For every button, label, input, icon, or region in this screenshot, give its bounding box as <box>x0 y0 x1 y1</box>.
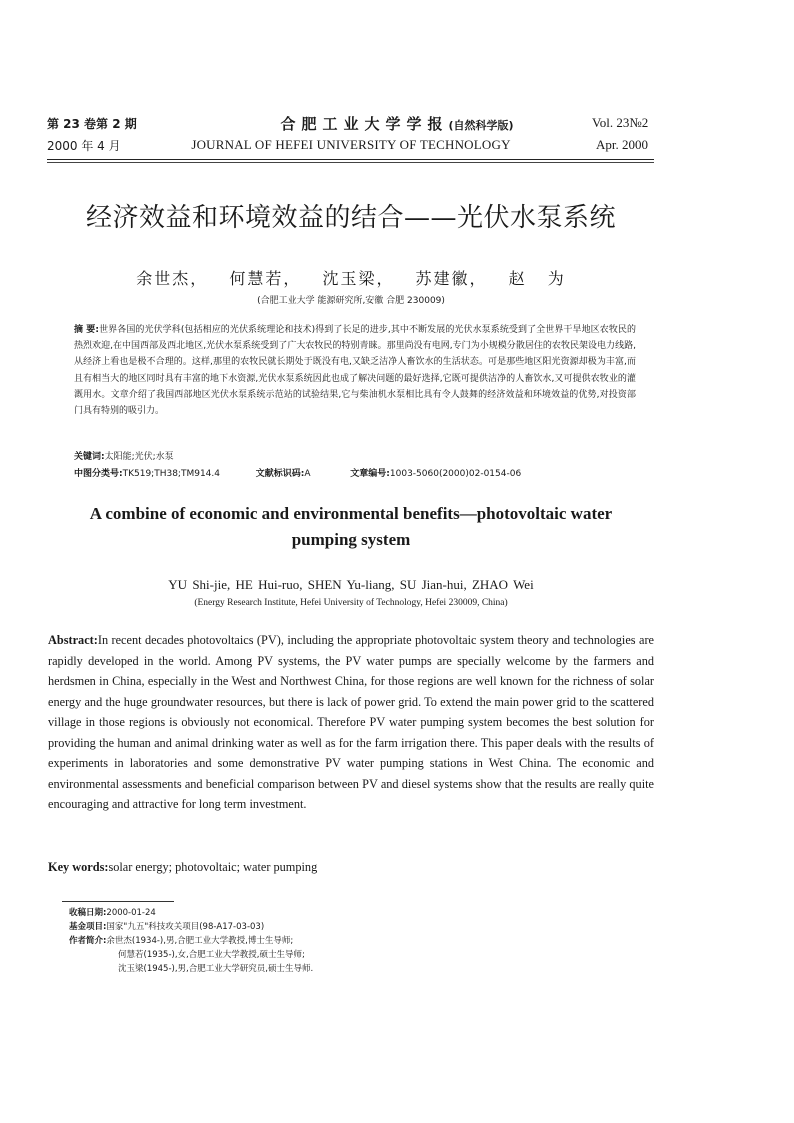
abstract-en <box>48 630 654 815</box>
keywords-en <box>48 860 317 875</box>
article-no-value: 1003-5060(2000)02-0154-06 <box>389 469 522 479</box>
clc-label: 中图分类号: <box>74 469 123 479</box>
clc-value: TK519;TH38;TM914.4 <box>122 469 220 479</box>
abstract-cn-label: 摘 要: <box>74 325 99 335</box>
author-bio-2: 何慧若(1935-),女,合肥工业大学教授,硕士生导师; <box>118 950 305 960</box>
keywords-en-label: Key words: <box>48 860 109 874</box>
keywords-cn-label: 关键词: <box>74 452 105 462</box>
fund-project: 基金项目:国家"九五"科技攻关项目(98-A17-03-03) <box>69 922 265 932</box>
keywords-cn-text: 太阳能;光伏;水泵 <box>104 452 174 462</box>
journal-name-cn: 合肥工业大学学报 <box>280 115 449 133</box>
abstract-en-text: In recent decades photovoltaics (PV), including the appropriate photovoltaic system theory and technologies are rapidly developed in the world. Among PV systems, the PV water pumps are specially welcome by the farmers and herdsmen in China, especially in the West and Northwest China, for those regions are well known for the richness of solar energy and the huge groundwater resources, but there is lack of power grid. To extend the main power grid to the scattered village in those regions is obviously not economical. Therefore PV water pumping system becomes the best solution for providing the human and animal drinking water as well as for the farm irrigation there. This paper deals with the results of experiments in laboratories and some demonstrative PV water pumping stations in West China. The economic and environmental assessments and beneficial comparison between PV and diesel systems show that the results are really quite encouraging and attractive for long term investment. <box>48 633 654 811</box>
header-rule-thin <box>47 162 654 163</box>
article-no-label: 文章编号: <box>350 469 390 479</box>
abstract-en-label: Abstract: <box>48 633 98 647</box>
page-title-en: A combine of economic and environmental benefits—photovoltaic water pumping system <box>89 504 613 549</box>
author-bio-1: 作者简介:余世杰(1934-),男,合肥工业大学教授,博士生导师; <box>69 936 294 946</box>
doc-code-value: A <box>304 469 311 479</box>
journal-title-cn <box>0 113 794 134</box>
journal-section-cn: (自然科学版) <box>448 119 514 132</box>
received-date: 收稿日期:2000-01-24 <box>69 908 156 918</box>
authors-cn: 余世杰， 何慧若， 沈玉梁， 苏建徽， 赵 为 <box>136 269 566 288</box>
doc-code-label: 文献标识码: <box>255 469 305 479</box>
journal-title-en: JOURNAL OF HEFEI UNIVERSITY OF TECHNOLOGY <box>191 137 511 152</box>
volume-issue-cn: 第 23 卷第 2 期 <box>47 117 137 131</box>
affiliation-en: (Energy Research Institute, Hefei University of Technology, Hefei 230009, China) <box>194 598 508 608</box>
date-en: Apr. 2000 <box>596 137 648 152</box>
authors-en: YU Shi-jie, HE Hui-ruo, SHEN Yu-liang, SU Jian-hui, ZHAO Wei <box>168 577 534 592</box>
classification-cn <box>74 466 521 479</box>
keywords-cn <box>74 449 174 462</box>
abstract-cn <box>74 322 636 419</box>
header-rule <box>47 159 654 160</box>
footnote-rule <box>62 901 174 902</box>
affiliation-cn: (合肥工业大学 能源研究所,安徽 合肥 230009) <box>257 296 445 306</box>
volume-issue-en: Vol. 23№2 <box>592 115 649 130</box>
author-bio-3: 沈玉梁(1945-),男,合肥工业大学研究员,硕士生导师. <box>118 964 314 974</box>
footnotes <box>69 906 489 976</box>
keywords-en-text: solar energy; photovoltaic; water pumping <box>108 860 318 874</box>
page-title-cn: 经济效益和环境效益的结合——光伏水泵系统 <box>85 203 616 233</box>
abstract-cn-text: 世界各国的光伏学科(包括相应的光伏系统理论和技术)得到了长足的进步,其中不断发展的光伏水泵系统受到了全世界干旱地区农牧民的热烈欢迎,在中国西部及西北地区,光伏水泵系统受到了广大农牧民的特别青睐。那里尚没有电网,专门为小规模分散居住的农牧民架设电力线路,从经济上看也是极不合理的。这样,那里的农牧民就长期处于既没有电,又缺乏洁净人畜饮水的生活状态。可是那些地区阳光资源却极为丰富,而且有相当大的地区同时具有丰富的地下水资源,光伏水泵系统因此也成了解决问题的最好选择,它既可提供洁净的人畜饮水,又可提供农牧业的灌溉用水。文章介绍了我国西部地区光伏水泵系统示范站的试验结果,它与柴油机水泵相比具有令人鼓舞的经济效益和环境效益的优势,对投资部门具有特别的吸引力。 <box>74 325 637 417</box>
date-cn: 2000 年 4 月 <box>47 139 121 153</box>
